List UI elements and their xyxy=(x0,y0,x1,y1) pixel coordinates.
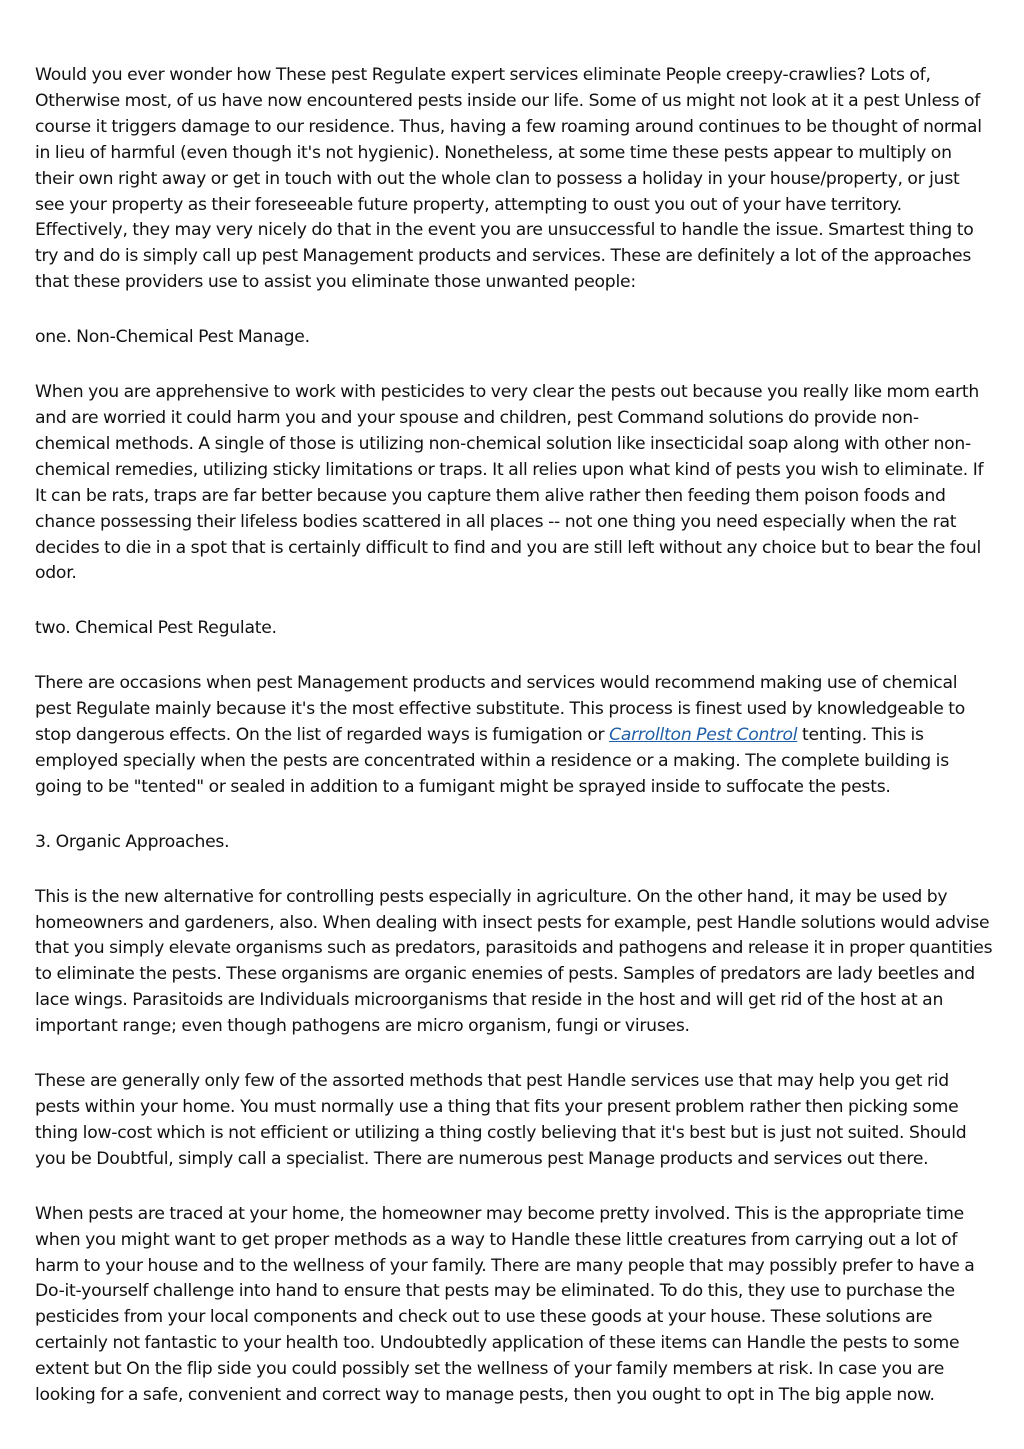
chemical-text-after-link: tenting. This is employed specially when the pests are concentrated within a residence or a making. The complete building is going to be "tented" or sealed in addition to a fumigant might be sprayed inside to suffocate the pests. xyxy=(35,725,949,797)
summary-paragraph: These are generally only few of the assorted methods that pest Handle services use that may help you get rid pests within your home. You must normally use a thing that fits your present problem rather then picking some thing low-cost which is not efficient or utilizing a thing costly believing that it's best but is just not suited. Should you be Doubtful, simply call a specialist. There are numerous pest Manage products and services out there. xyxy=(35,1071,967,1169)
intro-paragraph: Would you ever wonder how These pest Regulate expert services eliminate People creepy-crawlies? Lots of, Otherwise most, of us have now encountered pests inside our life. Some of us might not look at it a pest Unless of course it triggers damage to our residence. Thus, having a few roaming around continues to be thought of normal in lieu of harmful (even though it's not hygienic). Nonetheless, at some time these pests appear to multiply on their own right away or get in touch with out the whole clan to possess a holiday in your house/property, or just see your property as their foreseeable future property, attempting to oust you out of your have territory. Effectively, they may very nicely do that in the event you are unsuccessful to handle the issue. Smartest thing to try and do is simply call up pest Management products and services. These are definitely a lot of the approaches that these providers use to assist you eliminate those unwanted people: xyxy=(35,65,982,293)
carrollton-pest-control-link[interactable]: Carrollton Pest Control xyxy=(609,725,798,746)
section-heading-organic: 3. Organic Approaches. xyxy=(35,831,230,852)
closing-paragraph: When pests are traced at your home, the homeowner may become pretty involved. This is the appropriate time when you might want to get proper methods as a way to Handle these little creatures from carrying out a lot of harm to your house and to the wellness of your family. There are many people that may possibly prefer to have a Do-it-yourself challenge into hand to ensure that pests may be eliminated. To do this, they use to purchase the pesticides from your local components and check out to use these goods at your house. These solutions are certainly not fantastic to your health too. Undoubtedly application of these items can Handle the pests to some extent but On the flip side you could possibly set the wellness of your family members at risk. In case you are looking for a safe, convenient and correct way to manage pests, then you ought to opt in The big apple now. xyxy=(35,1203,975,1406)
section-heading-chemical: two. Chemical Pest Regulate. xyxy=(35,618,277,639)
non-chemical-paragraph: When you are apprehensive to work with pesticides to very clear the pests out because you really like mom earth and are worried it could harm you and your spouse and children, pest Command solutions do provide non-chemical methods. A single of those is utilizing non-chemical solution like insecticidal soap along with other non-chemical remedies, utilizing sticky limitations or traps. It all relies upon what kind of pests you wish to eliminate. If It can be rats, traps are far better because you capture them alive rather then feeding them poison foods and chance possessing their lifeless bodies scattered in all places -- not one thing you need especially when the rat decides to die in a spot that is certainly difficult to find and you are still left without any choice but to bear the foul odor. xyxy=(35,382,984,584)
chemical-text-before-link: There are occasions when pest Management products and services would recommend making use of chemical pest Regulate mainly because it's the most effective substitute. This process is finest used by knowledgeable to stop dangerous effects. On the list of regarded ways is fumigation or xyxy=(35,673,965,746)
section-heading-non-chemical: one. Non-Chemical Pest Manage. xyxy=(35,327,310,348)
organic-paragraph: This is the new alternative for controlling pests especially in agriculture. On the other hand, it may be used by homeowners and gardeners, also. When dealing with insect pests for example, pest Handle solutions would advise that you simply elevate organisms such as predators, parasitoids and pathogens and release it in proper quantities to eliminate the pests. These organisms are organic enemies of pests. Samples of predators are lady beetles and lace wings. Parasitoids are Individuals microorganisms that reside in the host and will get rid of the host at an important range; even though pathogens are micro organism, fungi or viruses. xyxy=(35,886,993,1037)
document-body xyxy=(35,63,993,1438)
chemical-paragraph xyxy=(35,671,993,801)
